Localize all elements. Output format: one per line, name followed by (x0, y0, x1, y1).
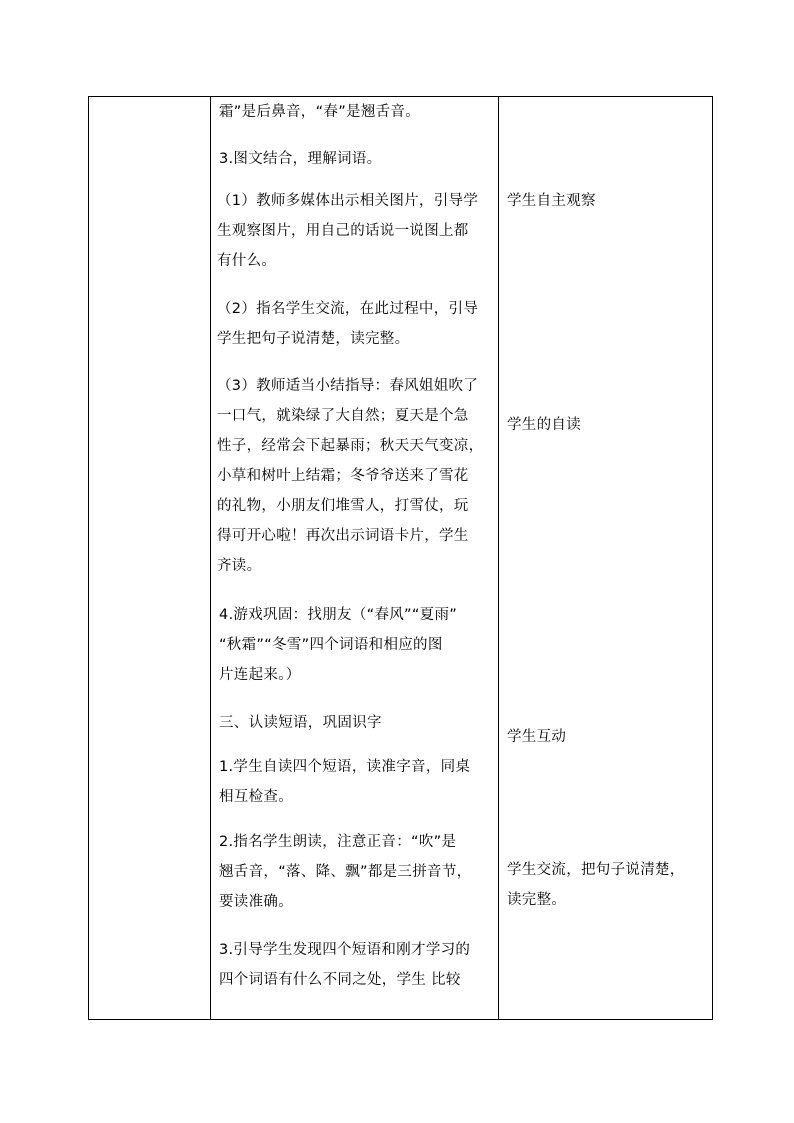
content-line: 的礼物，小朋友们堆雪人，打雪仗，玩 (217, 498, 469, 514)
content-line: 2.指名学生朗读，注意正音：“吹”是 (219, 834, 457, 850)
activity-line: 学生互动 (507, 729, 567, 745)
content-paragraph (219, 97, 420, 127)
content-line: 得可开心啦！再次出示词语卡片，学生 (217, 528, 469, 544)
activity-line: 学生自主观察 (507, 193, 596, 209)
content-line: 齐读。 (217, 558, 262, 574)
content-line: 三、认读短语，巩固识字 (219, 715, 382, 731)
activity-line: 读完整。 (507, 892, 567, 908)
content-line: 小草和树叶上结霜；冬爷爷送来了雪花 (217, 468, 469, 484)
content-line: 片连起来。） (219, 667, 301, 683)
content-paragraph (219, 935, 470, 995)
content-line: （3）教师适当小结指导：春风姐姐吹了 (217, 378, 479, 394)
content-line: 要读准确。 (219, 894, 293, 910)
content-paragraph (217, 294, 478, 354)
stage-column-cell (89, 97, 211, 1020)
content-line: 霜”是后鼻音，“春”是翘舌音。 (219, 104, 421, 120)
content-paragraph (217, 371, 483, 581)
content-paragraph (217, 186, 478, 276)
content-line: 4.游戏巩固：找朋友（“春风”“夏雨” (219, 607, 458, 623)
content-line: “秋霜”“冬雪”四个词语和相应的图 (219, 637, 443, 653)
activity-note (507, 186, 596, 216)
content-line: 四个词语有什么不同之处，学生 比较 (219, 972, 461, 988)
activity-note (507, 410, 581, 440)
activity-line: 学生的自读 (507, 417, 581, 433)
table-row (89, 97, 713, 1020)
content-line: 一口气，就染绿了大自然；夏天是个急 (217, 408, 469, 424)
content-line: 翘舌音，“落、降、飘”都是三拼音节， (219, 864, 472, 880)
content-line: （1）教师多媒体出示相关图片，引导学 (217, 193, 479, 209)
content-paragraph (219, 752, 470, 812)
content-line: 3.图文结合，理解词语。 (219, 151, 382, 167)
content-line: 1.学生自读四个短语，读准字音，同桌 (219, 759, 471, 775)
content-paragraph (219, 144, 381, 174)
content-line: 生观察图片，用自己的话说一说图上都 (217, 223, 469, 239)
content-paragraph (219, 827, 471, 917)
content-line: 有什么。 (217, 253, 277, 269)
content-line: 学生把句子说清楚，读完整。 (217, 331, 410, 347)
content-line: 性子，经常会下起暴雨；秋天天气变凉， (217, 438, 484, 454)
content-line: 相互检查。 (219, 789, 293, 805)
content-paragraph (219, 600, 457, 690)
activity-line: 学生交流，把句子说清楚， (507, 862, 685, 878)
teaching-content-cell (211, 97, 499, 1020)
activity-note (507, 855, 685, 915)
content-line: （2）指名学生交流，在此过程中，引导 (217, 301, 479, 317)
activity-note (507, 722, 566, 752)
content-line: 3.引导学生发现四个短语和刚才学习的 (219, 942, 471, 958)
student-activity-cell (499, 97, 713, 1020)
lesson-plan-table (88, 96, 713, 1020)
content-paragraph (219, 708, 382, 738)
